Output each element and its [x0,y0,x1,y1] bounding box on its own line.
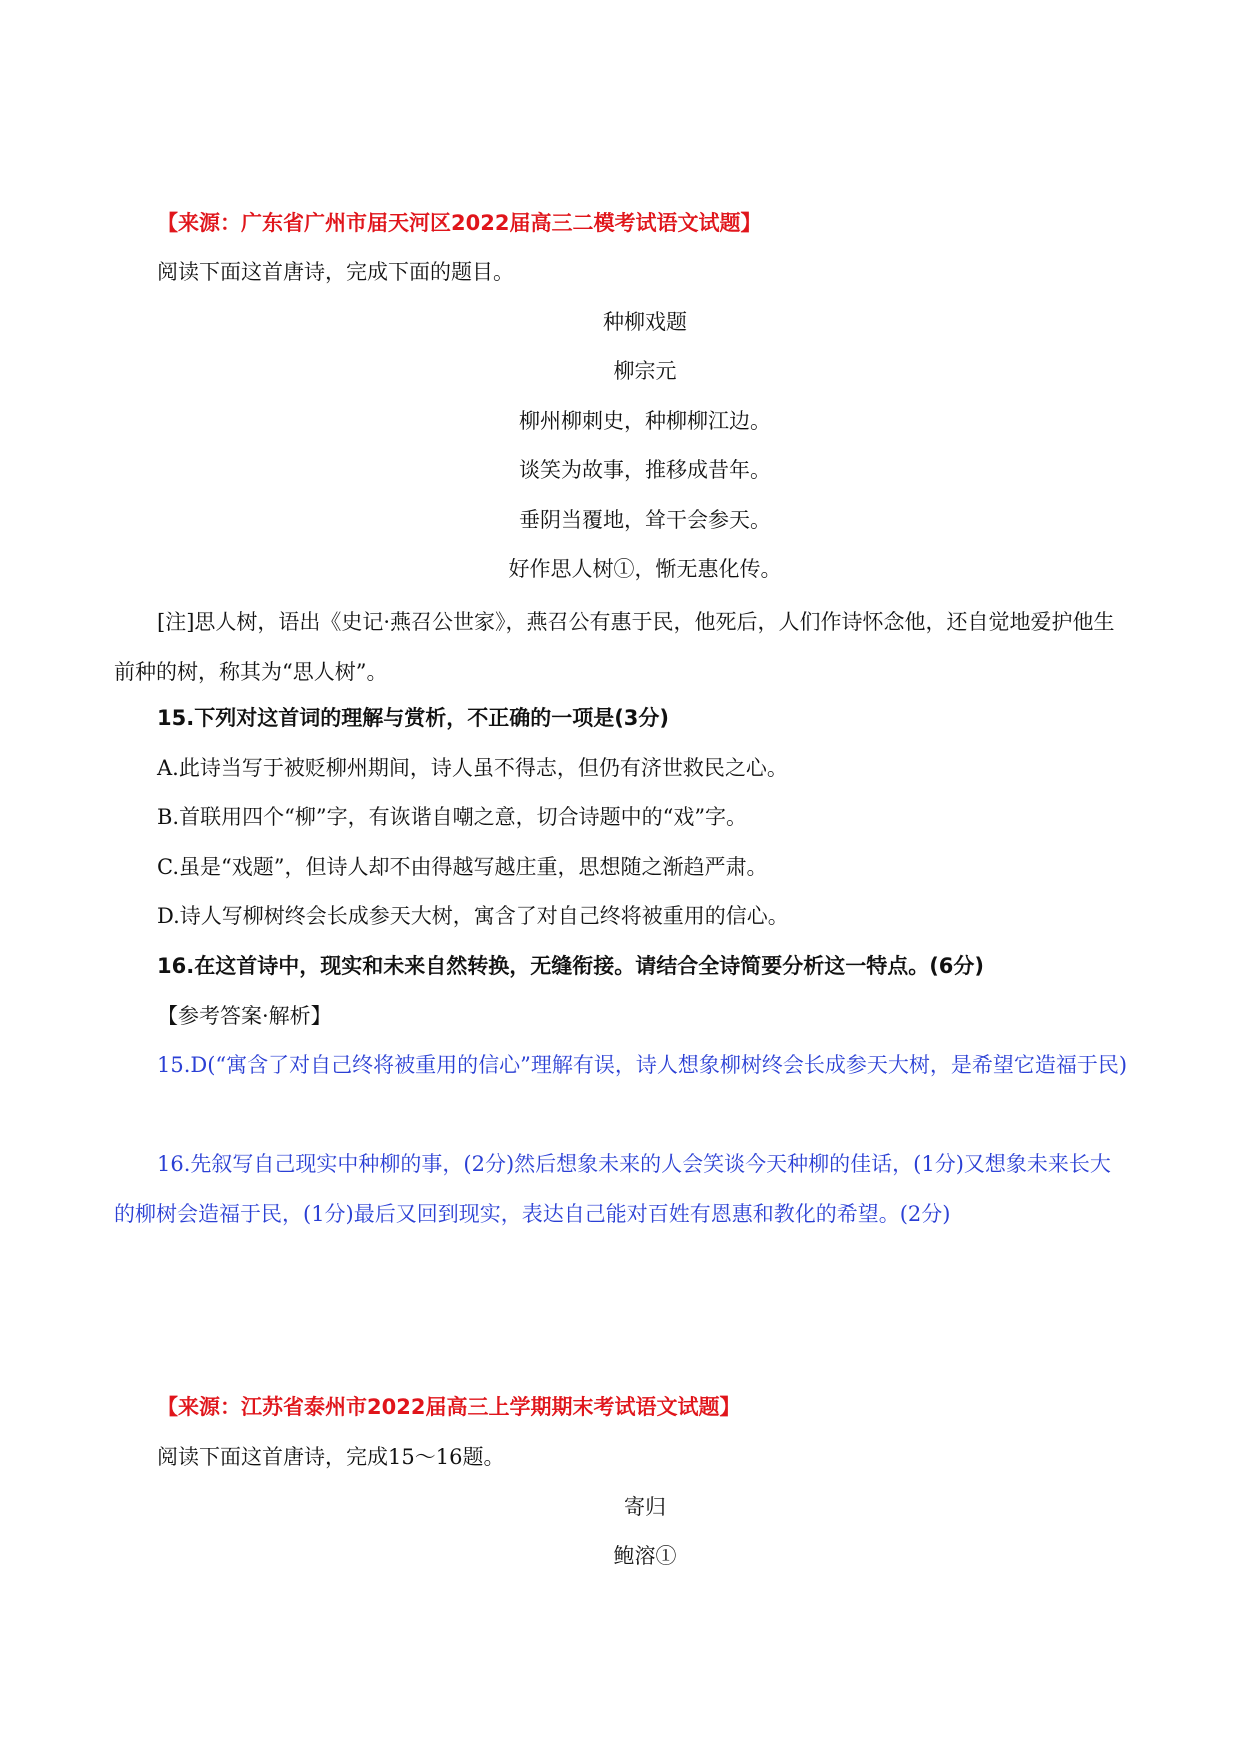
answer-15: 15.D(“寓含了对自己终将被重用的信心”理解有误，诗人想象柳树终会长成参天大树，是希望它造福于民) [157,1053,1128,1077]
option-d: D.诗人写柳树终会长成参天大树，寓含了对自己终将被重用的信心。 [157,904,789,928]
poem-line-4: 好作思人树①，惭无惠化传。 [508,557,782,581]
question-16: 16.在这首诗中，现实和未来自然转换，无缝衔接。请结合全诗简要分析这一特点。(6分) [157,954,985,978]
poem-author-2: 鲍溶① [613,1544,677,1568]
option-a: A.此诗当写于被贬柳州期间，诗人虽不得志，但仍有济世救民之心。 [157,756,788,780]
option-c: C.虽是“戏题”，但诗人却不由得越写越庄重，思想随之渐趋严肃。 [157,855,768,879]
poem-author-1: 柳宗元 [613,359,677,383]
poem-title-1: 种柳戏题 [603,310,687,334]
option-b: B.首联用四个“柳”字，有诙谐自嘲之意，切合诗题中的“戏”字。 [157,805,748,829]
question-15: 15.下列对这首词的理解与赏析，不正确的一项是(3分) [157,706,670,730]
answer-header: 【参考答案·解析】 [157,1004,332,1028]
source-heading-2: 【来源：江苏省泰州市2022届高三上学期期末考试语文试题】 [157,1395,741,1419]
poem-note: [注]思人树，语出《史记·燕召公世家》，燕召公有惠于民，他死后，人们作诗怀念他，还自觉地爱护他生前种的树，称其为“思人树”。 [114,610,1115,684]
poem-line-2: 谈笑为故事，推移成昔年。 [519,458,771,482]
poem-line-3: 垂阴当覆地，耸干会参天。 [519,508,771,532]
poem-title-2: 寄归 [624,1495,666,1519]
source-heading-1: 【来源：广东省广州市届天河区2022届高三二模考试语文试题】 [157,211,762,235]
reading-instruction-1: 阅读下面这首唐诗，完成下面的题目。 [157,260,514,284]
poem-line-1: 柳州柳刺史，种柳柳江边。 [519,409,771,433]
reading-instruction-2: 阅读下面这首唐诗，完成15～16题。 [157,1445,505,1469]
answer-16: 16.先叙写自己现实中种柳的事，(2分)然后想象未来的人会笑谈今天种柳的佳话，(1分)又想象未来长大的柳树会造福于民，(1分)最后又回到现实，表达自己能对百姓有恩惠和教化的希望。(2分) [114,1152,1111,1226]
